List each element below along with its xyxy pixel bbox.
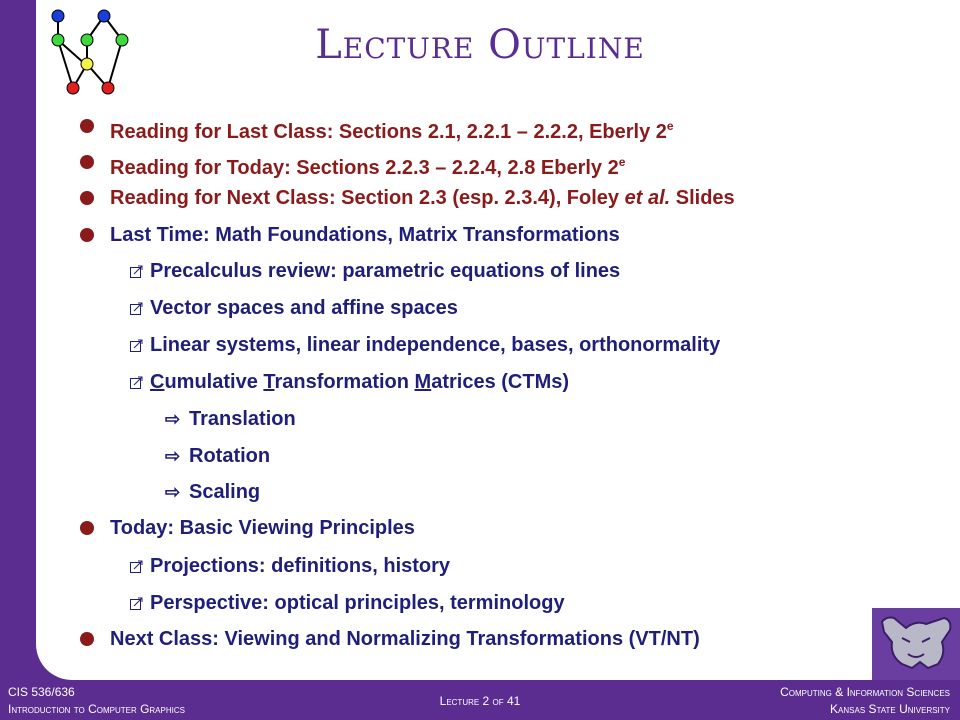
square-bullet-icon: [130, 339, 143, 352]
footer-university: Kansas State University: [830, 702, 950, 716]
footer-course-code: CIS 536/636: [8, 685, 75, 699]
sub-bullet-vector-spaces: Vector spaces and affine spaces: [130, 296, 458, 320]
bullet-reading-last: Reading for Last Class: Sections 2.1, 2.2.1 – 2.2.2, Eberly 2e: [80, 114, 674, 144]
sub-sub-bullet-scaling: ⇨ Scaling: [165, 481, 261, 503]
arrow-right-icon: ⇨: [165, 446, 181, 466]
slide-title: Lecture Outline: [315, 22, 645, 68]
bullet-last-time: Last Time: Math Foundations, Matrix Transformations: [80, 223, 620, 247]
bullet-reading-today: Reading for Today: Sections 2.2.3 – 2.2.4, 2.8 Eberly 2e: [80, 150, 625, 180]
sub-sub-bullet-translation: ⇨ Translation: [165, 408, 296, 430]
bullet-next-class: Next Class: Viewing and Normalizing Transformations (VT/NT): [80, 627, 700, 651]
bullet-dot: [80, 155, 94, 169]
bullet-dot: [80, 119, 94, 133]
square-bullet-icon: [130, 560, 143, 573]
sub-bullet-perspective: Perspective: optical principles, terminology: [130, 591, 565, 615]
square-bullet-icon: [130, 302, 143, 315]
sub-bullet-ctm: Cumulative Transformation Matrices (CTMs): [130, 370, 569, 394]
square-bullet-icon: [130, 597, 143, 610]
bullet-dot: [80, 632, 94, 646]
footer-department: Computing & Information Sciences: [780, 685, 950, 699]
ksu-wildcat-logo: [872, 608, 960, 680]
arrow-right-icon: ⇨: [165, 482, 181, 502]
sub-bullet-linear-systems: Linear systems, linear independence, bases, orthonormality: [130, 333, 720, 357]
bullet-today: Today: Basic Viewing Principles: [80, 516, 415, 540]
sub-bullet-projections: Projections: definitions, history: [130, 554, 450, 578]
arrow-right-icon: ⇨: [165, 409, 181, 429]
square-bullet-icon: [130, 376, 143, 389]
bullet-reading-next: Reading for Next Class: Section 2.3 (esp. 2.3.4), Foley et al. Slides: [80, 186, 735, 210]
bullet-dot: [80, 521, 94, 535]
sub-bullet-precalculus: Precalculus review: parametric equations of lines: [130, 259, 620, 283]
bullet-dot: [80, 191, 94, 205]
footer-course-name: Introduction to Computer Graphics: [8, 702, 185, 716]
footer-lecture-number: Lecture 2 of 41: [439, 694, 521, 708]
square-bullet-icon: [130, 265, 143, 278]
sub-sub-bullet-rotation: ⇨ Rotation: [165, 445, 271, 467]
bullet-dot: [80, 228, 94, 242]
